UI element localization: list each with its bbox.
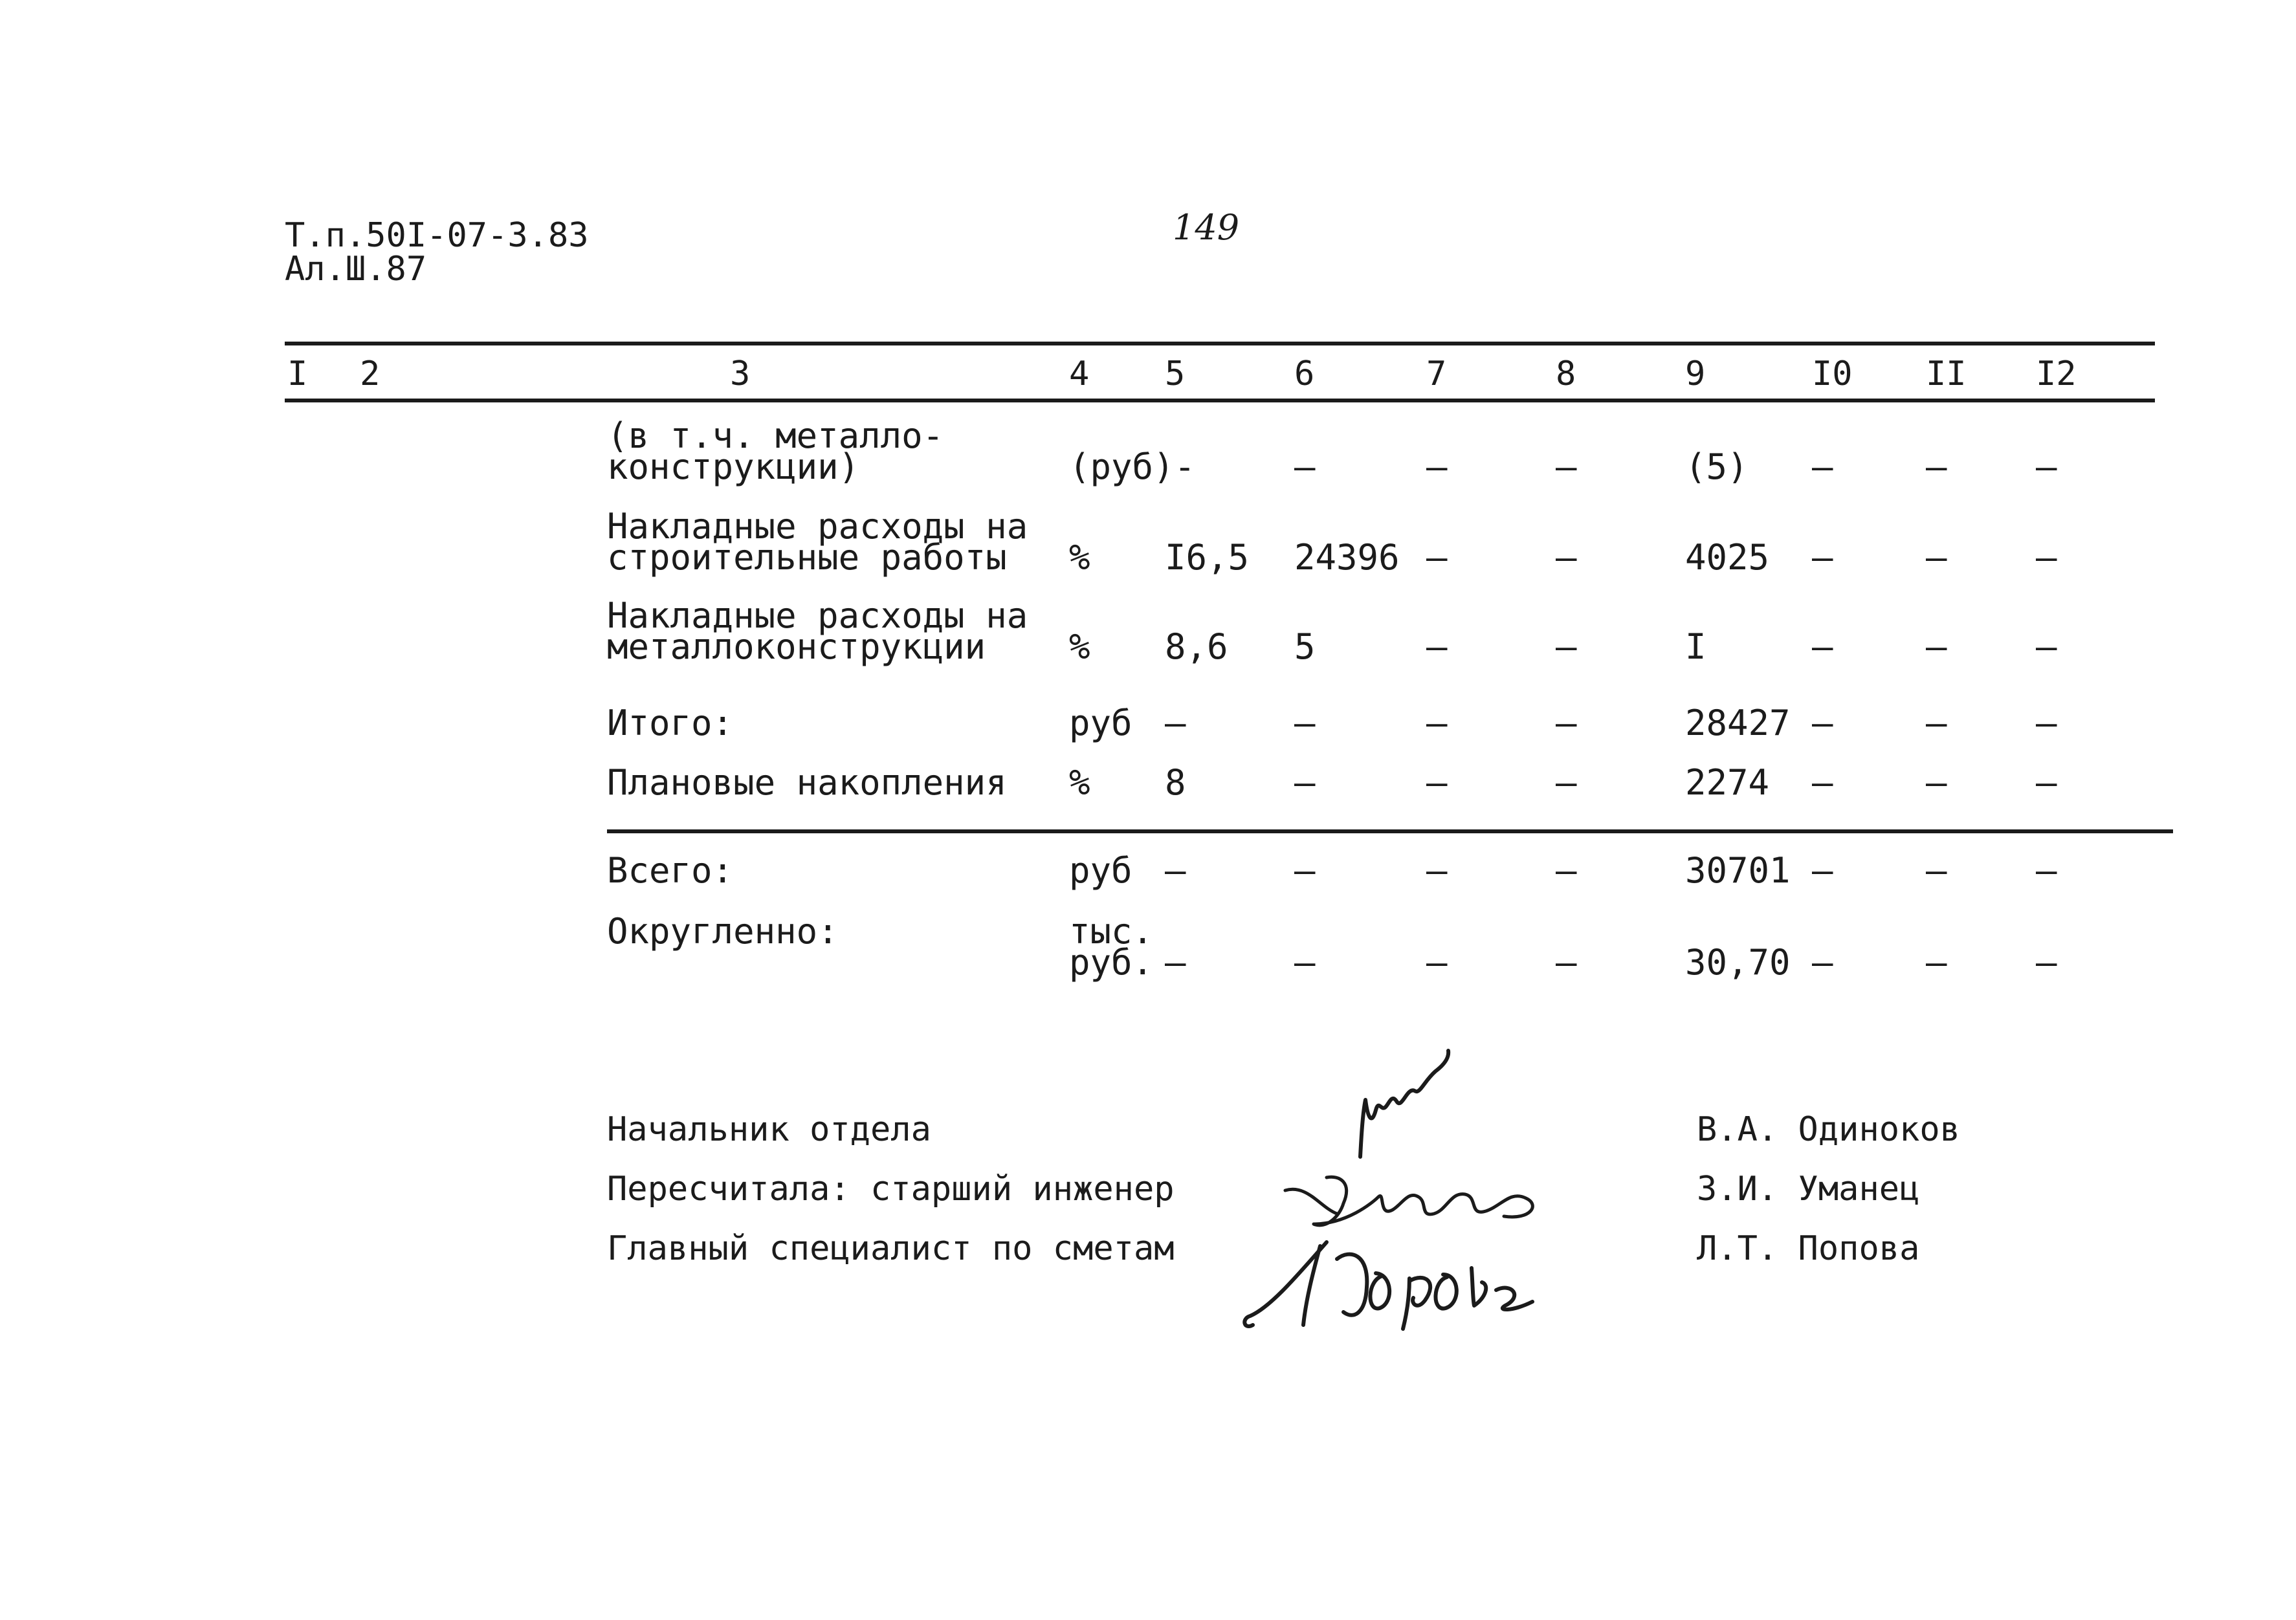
cell-col-8: – xyxy=(1556,942,1577,983)
row-unit: % xyxy=(1069,537,1090,578)
cell-col-9: 30701 xyxy=(1685,850,1791,891)
cell-col-10: – xyxy=(1812,626,1833,667)
signature-odinokov-handwriting xyxy=(1352,1048,1469,1158)
cell-col-8: – xyxy=(1556,762,1577,803)
cell-col-6: – xyxy=(1294,703,1316,743)
row-label: конструкции) xyxy=(607,446,860,487)
row-unit: (руб)- xyxy=(1069,446,1196,487)
cell-col-6: – xyxy=(1294,762,1316,803)
cell-col-11: – xyxy=(1926,703,1947,743)
signature-role: Начальник отдела xyxy=(607,1110,931,1149)
column-number: I2 xyxy=(2036,355,2077,393)
row-label: металлоконструкции xyxy=(607,626,986,667)
cell-col-10: – xyxy=(1812,762,1833,803)
cell-col-8: – xyxy=(1556,703,1577,743)
table-top-rule xyxy=(285,342,2155,345)
row-label: Плановые накопления xyxy=(607,762,1007,803)
cell-col-11: – xyxy=(1926,446,1947,487)
cell-col-10: – xyxy=(1812,942,1833,983)
row-label: Итого: xyxy=(607,703,734,743)
column-number: II xyxy=(1926,355,1967,393)
cell-col-5: 8,6 xyxy=(1165,626,1228,667)
cell-col-5: I6,5 xyxy=(1165,537,1250,578)
column-number: I0 xyxy=(1812,355,1853,393)
column-number: 8 xyxy=(1556,355,1576,393)
cell-col-9: 30,70 xyxy=(1685,942,1791,983)
cell-col-7: – xyxy=(1426,850,1448,891)
row-label: Накладные расходы на xyxy=(607,506,1028,547)
row-unit: тыс. xyxy=(1069,911,1154,952)
row-unit: руб xyxy=(1069,850,1132,891)
row-label: (в т.ч. металло- xyxy=(607,415,944,456)
cell-col-10: – xyxy=(1812,537,1833,578)
cell-col-6: – xyxy=(1294,850,1316,891)
cell-col-12: – xyxy=(2036,537,2057,578)
signatory-name: Л.Т. Попова xyxy=(1697,1229,1920,1268)
cell-col-9: (5) xyxy=(1685,446,1749,487)
cell-col-6: – xyxy=(1294,446,1316,487)
cell-col-7: – xyxy=(1426,942,1448,983)
row-unit: % xyxy=(1069,626,1090,667)
row-unit: руб xyxy=(1069,703,1132,743)
cell-col-8: – xyxy=(1556,626,1577,667)
cell-col-12: – xyxy=(2036,762,2057,803)
column-number: 4 xyxy=(1069,355,1090,393)
cell-col-12: – xyxy=(2036,626,2057,667)
cell-col-8: – xyxy=(1556,850,1577,891)
row-unit: руб. xyxy=(1069,942,1154,983)
cell-col-10: – xyxy=(1812,446,1833,487)
row-unit: % xyxy=(1069,762,1090,803)
cell-col-9: 2274 xyxy=(1685,762,1770,803)
cell-col-11: – xyxy=(1926,942,1947,983)
cell-col-7: – xyxy=(1426,703,1448,743)
cell-col-7: – xyxy=(1426,537,1448,578)
row-label: Накладные расходы на xyxy=(607,595,1028,636)
column-number: 6 xyxy=(1294,355,1315,393)
cell-col-11: – xyxy=(1926,762,1947,803)
row-label: Всего: xyxy=(607,850,734,891)
signature-umanets-handwriting xyxy=(1281,1165,1553,1236)
signature-role: Пересчитала: старший инженер xyxy=(607,1170,1175,1209)
cell-col-12: – xyxy=(2036,703,2057,743)
signature-role: Главный специалист по сметам xyxy=(607,1229,1175,1268)
cell-col-10: – xyxy=(1812,850,1833,891)
cell-col-12: – xyxy=(2036,850,2057,891)
cell-col-8: – xyxy=(1556,446,1577,487)
subtotal-rule xyxy=(607,829,2173,833)
column-number: 3 xyxy=(730,355,751,393)
column-number: 2 xyxy=(360,355,381,393)
cell-col-5: 8 xyxy=(1165,762,1186,803)
cell-col-9: 28427 xyxy=(1685,703,1791,743)
row-label: строительные работы xyxy=(607,537,1007,578)
cell-col-5: – xyxy=(1165,850,1186,891)
cell-col-12: – xyxy=(2036,446,2057,487)
cell-col-10: – xyxy=(1812,703,1833,743)
signatory-name: З.И. Уманец xyxy=(1697,1170,1920,1209)
cell-col-12: – xyxy=(2036,942,2057,983)
signatory-name: В.А. Одиноков xyxy=(1697,1110,1960,1149)
cell-col-8: – xyxy=(1556,537,1577,578)
cell-col-9: I xyxy=(1685,626,1706,667)
page-number: 149 xyxy=(1173,207,1240,248)
cell-col-5: – xyxy=(1165,942,1186,983)
cell-col-11: – xyxy=(1926,537,1947,578)
cell-col-6: – xyxy=(1294,942,1316,983)
cell-col-6: 5 xyxy=(1294,626,1316,667)
signature-popova-handwriting xyxy=(1240,1236,1538,1339)
document-code: Т.п.50I-07-3.83 xyxy=(285,216,589,255)
cell-col-6: 24396 xyxy=(1294,537,1400,578)
cell-col-11: – xyxy=(1926,850,1947,891)
column-number: I xyxy=(287,355,308,393)
column-number: 7 xyxy=(1426,355,1447,393)
cell-col-7: – xyxy=(1426,446,1448,487)
cell-col-9: 4025 xyxy=(1685,537,1770,578)
column-number: 5 xyxy=(1165,355,1186,393)
album-code: Ал.Ш.87 xyxy=(285,250,427,289)
row-label: Округленно: xyxy=(607,911,839,952)
header-bottom-rule xyxy=(285,399,2155,402)
cell-col-5: – xyxy=(1165,703,1186,743)
cell-col-7: – xyxy=(1426,626,1448,667)
column-number: 9 xyxy=(1685,355,1706,393)
cell-col-7: – xyxy=(1426,762,1448,803)
cell-col-11: – xyxy=(1926,626,1947,667)
